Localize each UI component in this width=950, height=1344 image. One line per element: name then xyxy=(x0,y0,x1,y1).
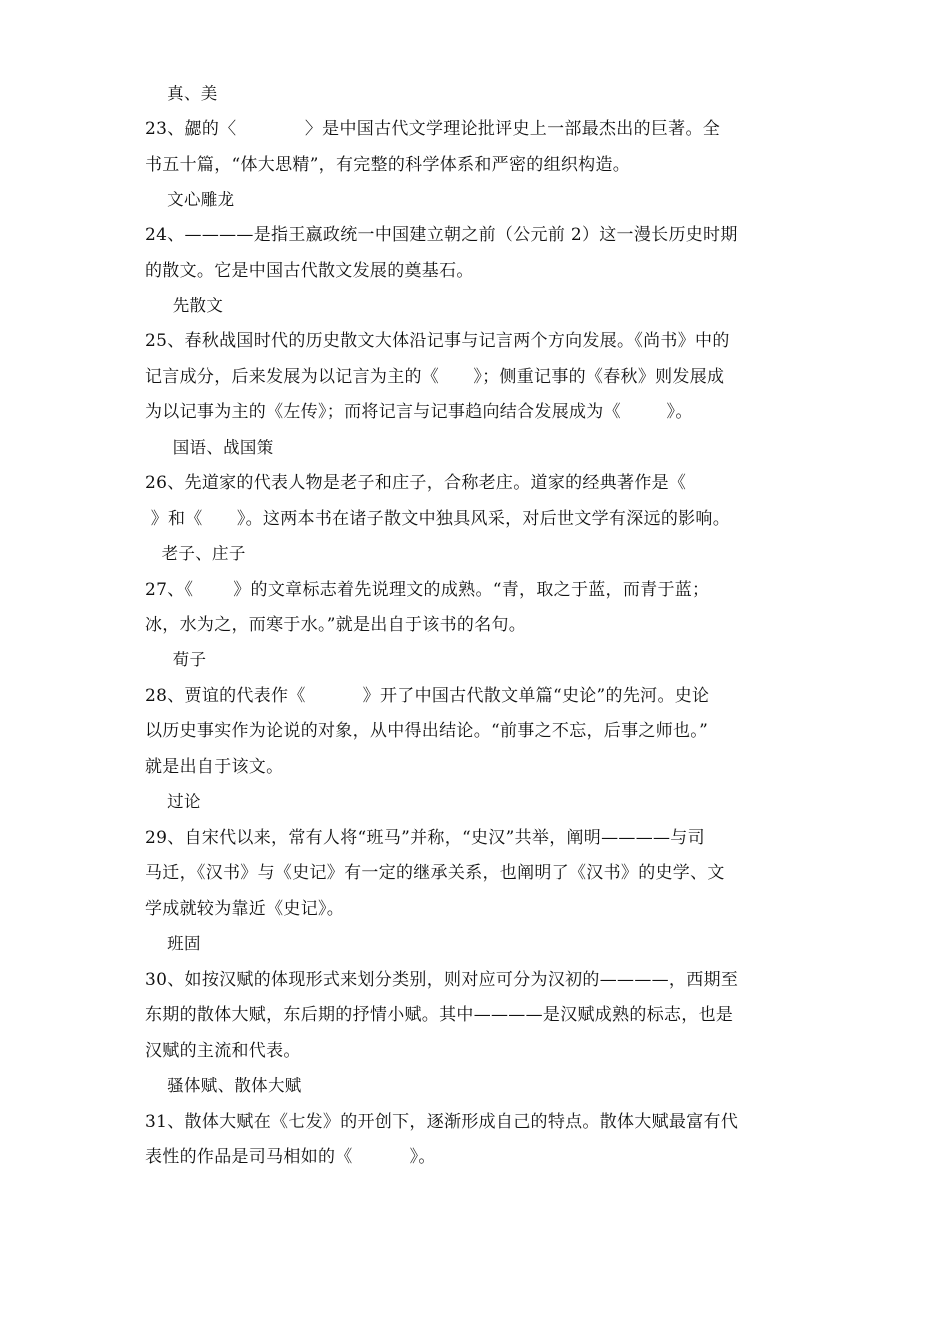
question-line: 东期的散体大赋，东后期的抒情小赋。其中————是汉赋成熟的标志，也是 xyxy=(145,1005,734,1025)
question-line: 汉赋的主流和代表。 xyxy=(145,1041,301,1061)
answer-line: 班固 xyxy=(145,934,201,953)
question-line: 学成就较为靠近《史记》。 xyxy=(145,899,345,919)
question-line: 马迁，《汉书》与《史记》有一定的继承关系，也阐明了《汉书》的史学、文 xyxy=(145,863,725,883)
question-line: 30、如按汉赋的体现形式来划分类别，则对应可分为汉初的————，西期至 xyxy=(145,970,739,990)
question-line: 27、《 》的文章标志着先说理文的成熟。“青，取之于蓝，而青于蓝； xyxy=(145,580,710,600)
question-line: 》和《 》。这两本书在诸子散文中独具风采，对后世文学有深远的影响。 xyxy=(145,509,731,529)
question-line: 25、春秋战国时代的历史散文大体沿记事与记言两个方向发展。《尚书》中的 xyxy=(145,331,730,351)
question-line: 就是出自于该文。 xyxy=(145,757,284,777)
answer-line: 过论 xyxy=(145,792,201,811)
answer-line: 国语、战国策 xyxy=(145,438,274,457)
question-line: 29、自宋代以来，常有人将“班马”并称，“史汉”共举，阐明————与司 xyxy=(145,828,705,848)
question-line: 记言成分，后来发展为以记言为主的《 》；侧重记事的《春秋》则发展成 xyxy=(145,367,725,387)
question-line: 26、先道家的代表人物是老子和庄子，合称老庄。道家的经典著作是《 xyxy=(145,473,687,493)
question-line: 书五十篇，“体大思精”，有完整的科学体系和严密的组织构造。 xyxy=(145,155,631,175)
question-line: 表性的作品是司马相如的《 》。 xyxy=(145,1147,436,1167)
answer-line: 老子、庄子 xyxy=(145,544,246,563)
question-line: 为以记事为主的《左传》；而将记言与记事趋向结合发展成为《 》。 xyxy=(145,402,693,422)
answer-line: 先散文 xyxy=(145,296,224,315)
question-line: 23、勰的〈 〉是中国古代文学理论批评史上一部最杰出的巨著。全 xyxy=(145,119,721,139)
question-line: 冰，水为之，而寒于水。”就是出自于该书的名句。 xyxy=(145,615,527,635)
question-line: 的散文。它是中国古代散文发展的奠基石。 xyxy=(145,261,474,281)
answer-line: 真、美 xyxy=(145,84,218,103)
answer-line: 骚体赋、散体大赋 xyxy=(145,1076,302,1095)
question-line: 24、————是指王嬴政统一中国建立朝之前（公元前 2）这一漫长历史时期 xyxy=(145,225,738,245)
question-line: 31、散体大赋在《七发》的开创下，逐渐形成自己的特点。散体大赋最富有代 xyxy=(145,1112,739,1132)
answer-line: 荀子 xyxy=(145,650,207,669)
question-line: 28、贾谊的代表作《 》开了中国古代散文单篇“史论”的先河。史论 xyxy=(145,686,710,706)
answer-line: 文心雕龙 xyxy=(145,190,235,209)
question-line: 以历史事实作为论说的对象，从中得出结论。“前事之不忘，后事之师也。” xyxy=(145,721,709,741)
